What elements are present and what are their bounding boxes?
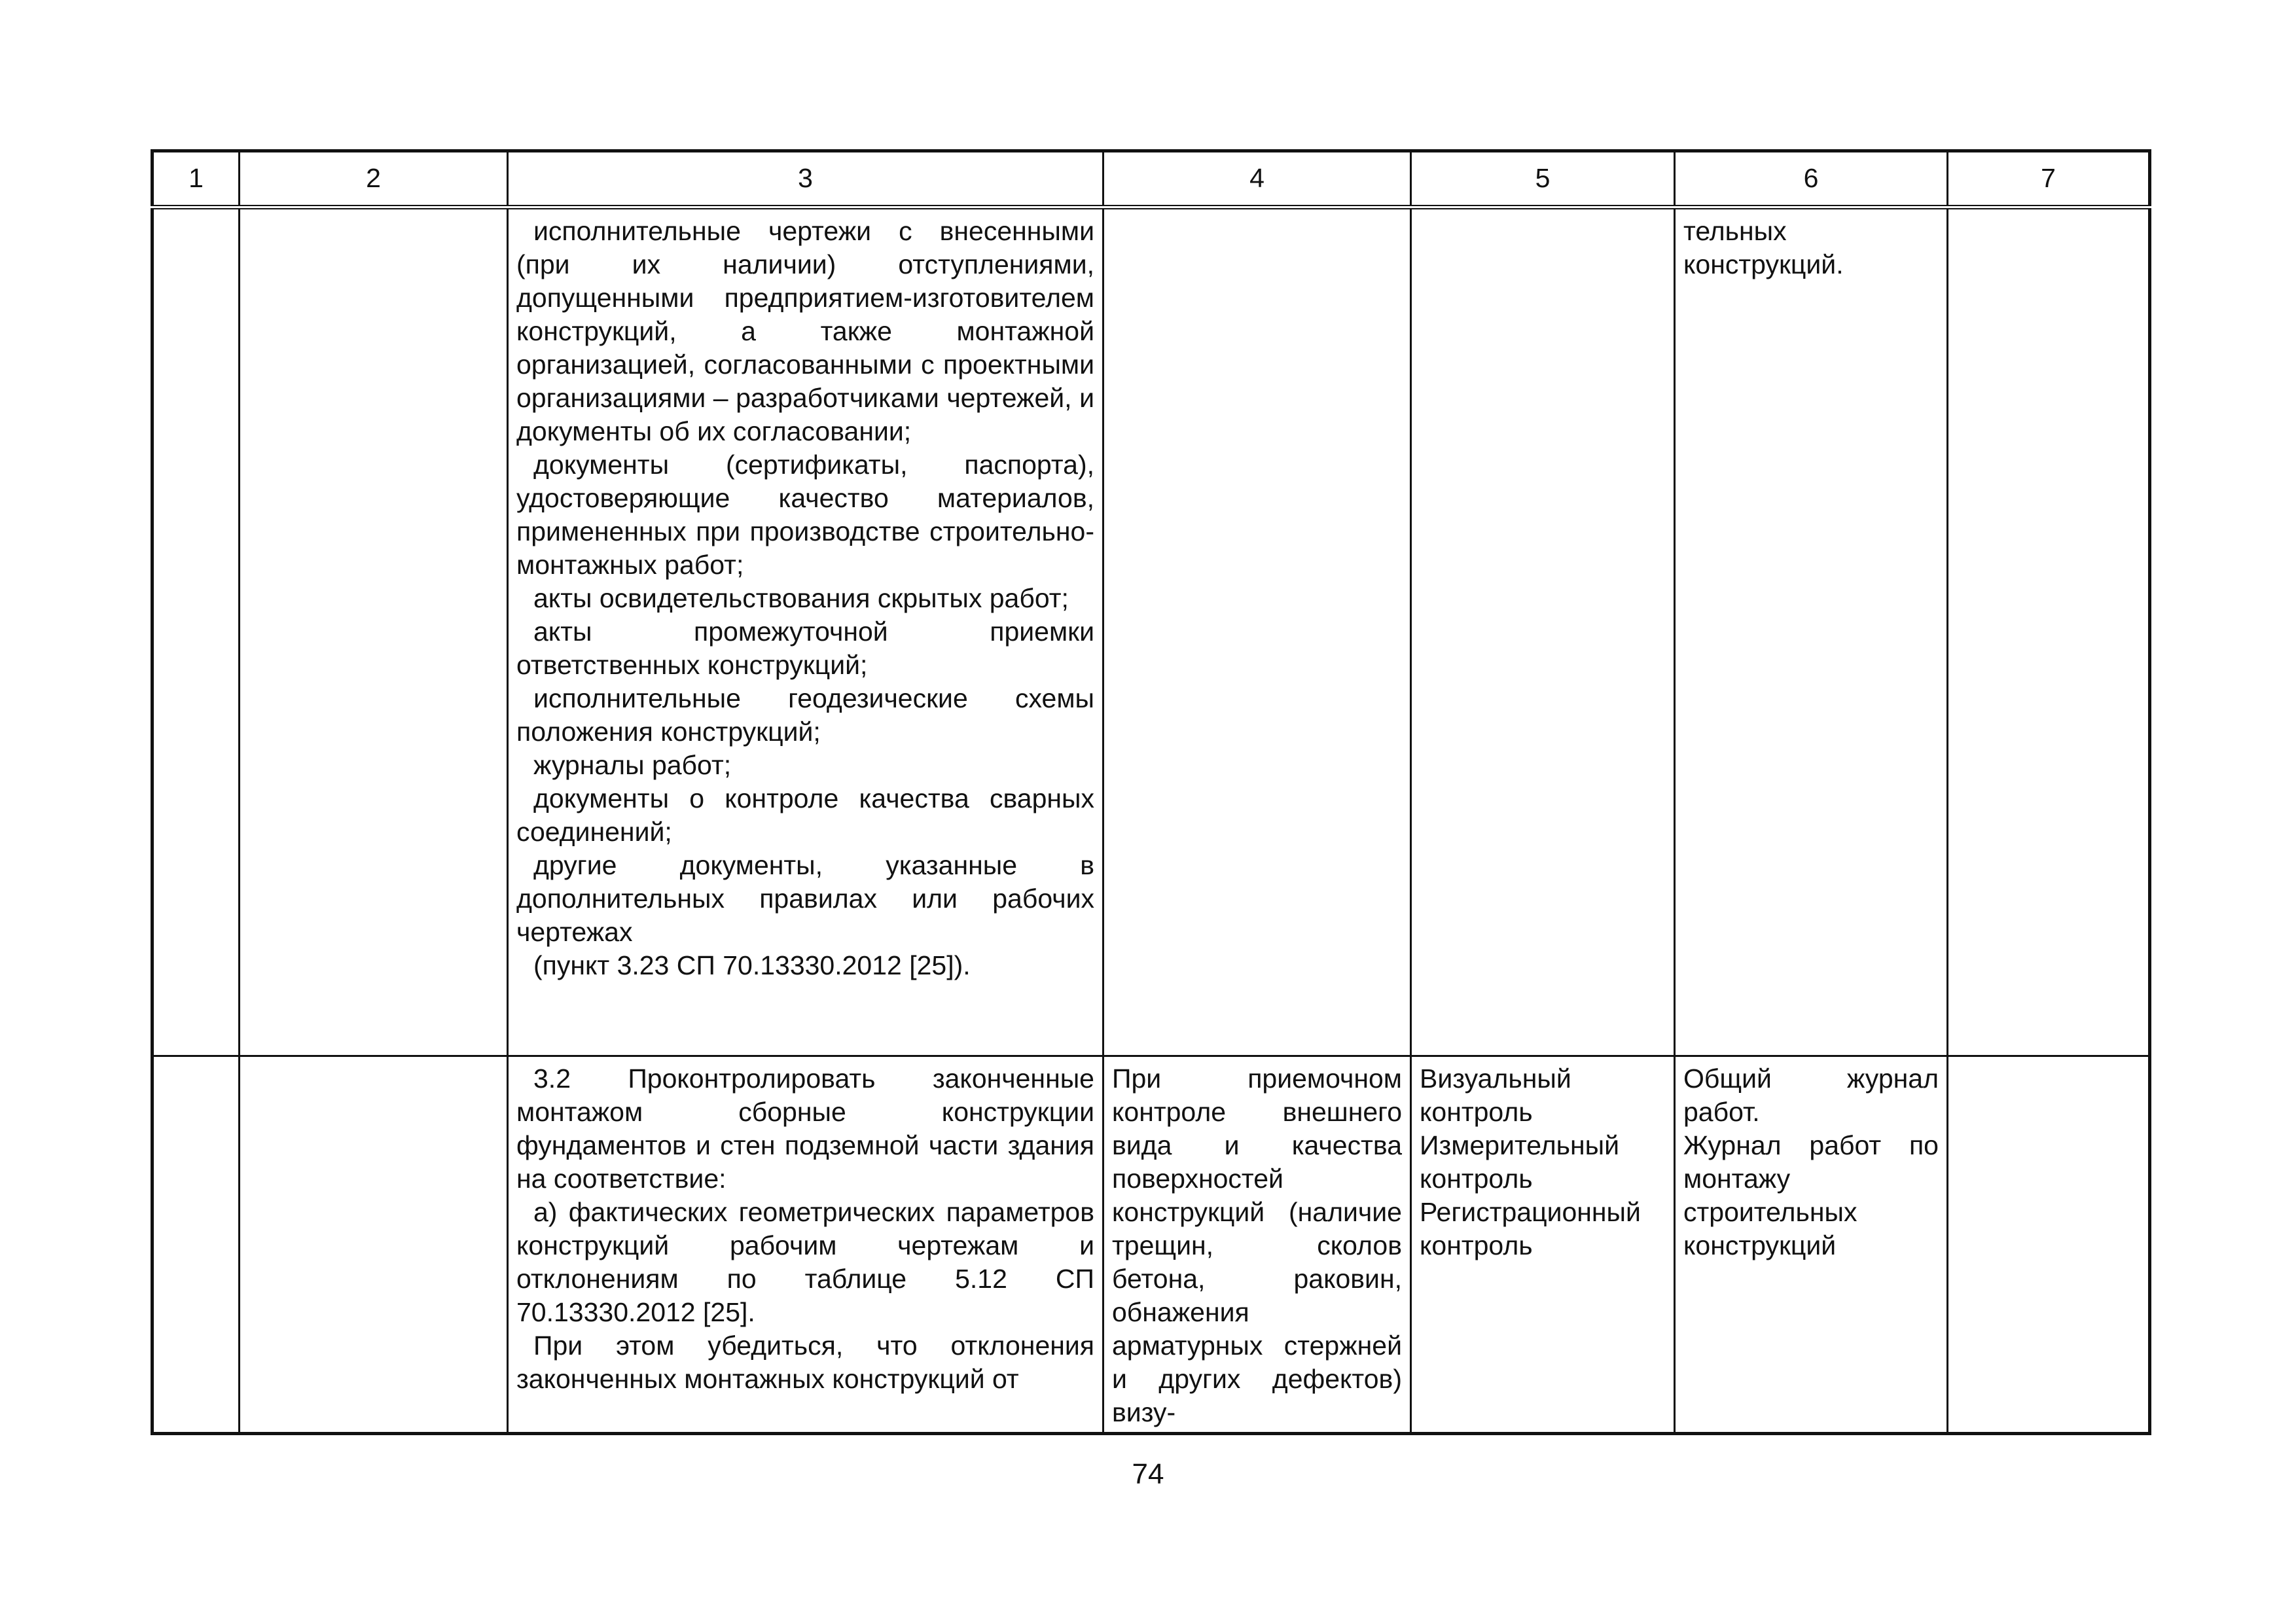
doc-list-item: документы о контроле качества сварных соединений; — [516, 783, 1094, 847]
cell-r1-c4 — [1103, 207, 1411, 1056]
journal-text: тельных конструкций. — [1683, 216, 1844, 279]
header-col-2: 2 — [240, 151, 508, 207]
table-row — [152, 1056, 2150, 1434]
cell-r1-c2 — [240, 207, 508, 1056]
cell-r2-c6 — [1675, 1056, 1948, 1434]
document-table — [151, 149, 2151, 1435]
cell-r1-c7 — [1948, 207, 2150, 1056]
control-type: Визуальный контроль — [1420, 1063, 1571, 1127]
header-col-4: 4 — [1103, 151, 1411, 207]
cell-r2-c1 — [152, 1056, 240, 1434]
inspection-text: При приемочном контроле внешнего вида и качества поверхностей конструкций (наличие трещин, сколов бетона, раковин, обнажения арматурных стержней и других дефектов) визу- — [1112, 1063, 1402, 1427]
cell-r2-c7 — [1948, 1056, 2150, 1434]
control-item: При этом убедиться, что отклонения законченных монтажных конструкций от — [516, 1330, 1094, 1394]
doc-list-item: акты промежуточной приемки ответственных конструкций; — [516, 616, 1094, 680]
cell-r2-c3 — [508, 1056, 1103, 1434]
table-row — [152, 207, 2150, 1056]
control-type: Регистрационный контроль — [1420, 1197, 1641, 1260]
doc-reference: (пункт 3.23 СП 70.13330.2012 [25]). — [533, 950, 971, 980]
header-col-1: 1 — [152, 151, 240, 207]
journal-text: Журнал работ по монтажу строительных конструкций — [1683, 1130, 1939, 1260]
doc-list-item: другие документы, указанные в дополнительных правилах или рабочих чертежах — [516, 850, 1094, 947]
doc-list-item: документы (сертификаты, паспорта), удостоверяющие качество материалов, примененных при производстве строительно-монтажных работ; — [516, 450, 1094, 580]
cell-r1-c6 — [1675, 207, 1948, 1056]
doc-list-item: журналы работ; — [533, 750, 732, 780]
cell-r1-c3 — [508, 207, 1103, 1056]
header-col-3: 3 — [508, 151, 1103, 207]
header-col-7: 7 — [1948, 151, 2150, 207]
cell-r2-c2 — [240, 1056, 508, 1434]
header-col-5: 5 — [1411, 151, 1675, 207]
page-number: 74 — [1132, 1458, 1164, 1490]
journal-text: Общий журнал работ. — [1683, 1063, 1939, 1127]
cell-r1-c1 — [152, 207, 240, 1056]
cell-r2-c4 — [1103, 1056, 1411, 1434]
control-item: а) фактических геометрических параметров конструкций рабочим чертежам и отклонениям по таблице 5.12 СП 70.13330.2012 [25]. — [516, 1197, 1094, 1327]
header-col-6: 6 — [1675, 151, 1948, 207]
control-item: 3.2 Проконтролировать законченные монтажом сборные конструкции фундаментов и стен подземной части здания на соответствие: — [516, 1063, 1094, 1194]
doc-list-item: акты освидетельствования скрытых работ; — [533, 583, 1069, 613]
cell-r1-c5 — [1411, 207, 1675, 1056]
doc-list-item: исполнительные геодезические схемы положения конструкций; — [516, 683, 1094, 747]
doc-list-item: исполнительные чертежи с внесенными (при их наличии) отступлениями, допущенными предприятием-изготовителем конструкций, а также монтажной организацией, согласованными с проектными организациями – разработчиками чертежей, и документы об их согласовании; — [516, 216, 1094, 446]
control-type: Измерительный контроль — [1420, 1130, 1620, 1194]
header-row — [152, 151, 2150, 207]
cell-r2-c5 — [1411, 1056, 1675, 1434]
